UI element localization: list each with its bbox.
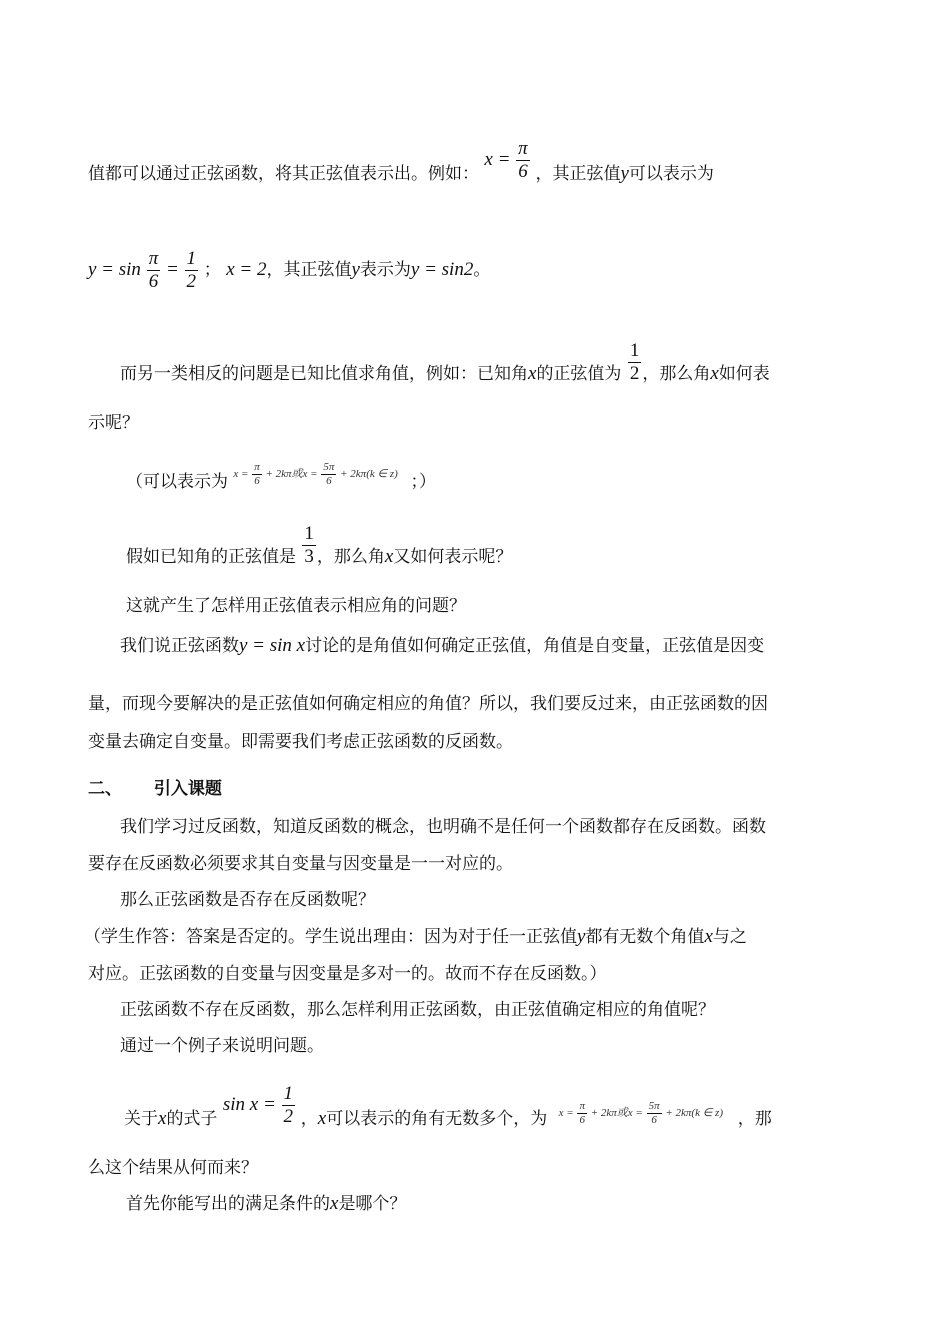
- fraction-one-third: $\frac{1}{3}$: [304, 523, 314, 567]
- variable: x: [384, 546, 394, 567]
- text: 的正弦值为: [536, 364, 622, 384]
- text: ；）: [410, 472, 437, 492]
- para-1-line: [88, 138, 714, 197]
- para-7-line-2: [88, 692, 768, 716]
- para-7-line-3: [88, 730, 513, 754]
- text: 。: [473, 259, 491, 280]
- equation-sin2: y = sin2: [410, 258, 474, 280]
- text: 示呢？: [88, 413, 139, 433]
- variable: x: [528, 363, 537, 384]
- equation-y-sin: y = sin $\frac{\pi}{6}$ = $\frac{1}{2}$: [88, 248, 197, 292]
- text: 首先你能写出的满足条件的: [126, 1194, 330, 1214]
- text: 都有无数个角值: [585, 927, 705, 947]
- text: ，那么角: [642, 364, 711, 384]
- section-heading: [88, 777, 222, 801]
- text: 对应。正弦函数的自变量与因变量是多对一的。故而不存在反函数。）: [88, 964, 607, 984]
- text: 假如已知角的正弦值是: [126, 547, 296, 567]
- para-5-line: [126, 523, 513, 580]
- variable: y: [620, 162, 629, 184]
- para-9-line: [120, 888, 375, 912]
- text: 可以表示的角有无数多个，为: [326, 1108, 548, 1129]
- variable: x: [710, 363, 719, 384]
- text: 表示为: [359, 259, 411, 280]
- text: ，那么角: [316, 547, 385, 567]
- text: 正弦函数不存在反函数，那么怎样利用正弦函数，由正弦值确定相应的角值呢？: [120, 1000, 715, 1020]
- text: 那么正弦函数是否存在反函数呢？: [120, 890, 375, 910]
- variable: y: [351, 258, 360, 280]
- para-7-line: [120, 634, 764, 658]
- text: ，: [300, 1108, 318, 1129]
- text: 这就产生了怎样用正弦值表示相应角的问题？: [126, 596, 466, 616]
- equation-x-2: x = 2: [226, 258, 267, 280]
- para-14-line: [126, 1192, 406, 1216]
- text: 我们说正弦函数: [120, 636, 239, 656]
- text: ，其正弦值: [535, 163, 621, 184]
- text: 通过一个例子来说明问题。: [120, 1036, 324, 1056]
- para-11-line: [120, 998, 715, 1022]
- text: 我们学习过反函数，知道反函数的概念，也明确不是任何一个函数都存在反函数。函数: [120, 817, 766, 837]
- text: 量，而现今要解决的是正弦值如何确定相应的角值？所以，我们要反过来，由正弦函数的因: [88, 694, 768, 714]
- text: （可以表示为: [126, 472, 228, 492]
- para-12-line: [120, 1034, 324, 1058]
- variable: x: [317, 1107, 327, 1129]
- text: 又如何表示呢？: [393, 547, 513, 567]
- fraction-one-half: $\frac{1}{2}$: [629, 340, 640, 384]
- text: 关于: [124, 1108, 158, 1129]
- text: （学生作答：答案是否定的。学生说出理由：因为对于任一正弦值: [84, 927, 577, 947]
- variable: x: [158, 1107, 167, 1129]
- variable: x: [704, 926, 713, 947]
- text: 么这个结果从何而来？: [88, 1158, 258, 1178]
- text: 要存在反函数必须要求其自变量与因变量是一一对应的。: [88, 854, 513, 874]
- equation-sinx-half: sin x = $\frac{1}{2}$: [222, 1083, 294, 1127]
- para-6-line: [126, 594, 466, 618]
- text: 变量去确定自变量。即需要我们考虑正弦函数的反函数。: [88, 732, 513, 752]
- text: ，其正弦值: [266, 259, 352, 280]
- solution-formula: x = π 6 + 2kπ或x = 5π 6 + 2kπ(k ∈ z): [233, 460, 398, 487]
- text: 可以表示为: [628, 163, 714, 184]
- para-2-line: [88, 248, 490, 293]
- para-4-line: [126, 460, 437, 498]
- variable: y: [577, 926, 586, 947]
- para-13-cont: [88, 1156, 258, 1180]
- text: 而另一类相反的问题是已知比值求角值，例如：已知角: [120, 364, 528, 384]
- text: 是哪个？: [338, 1194, 407, 1214]
- para-13-line: [124, 1083, 772, 1142]
- text: ，那: [737, 1108, 772, 1129]
- variable: x: [330, 1193, 339, 1214]
- text: 的式子: [166, 1108, 218, 1129]
- para-3-line: [120, 340, 770, 397]
- text: 如何表: [718, 364, 770, 384]
- equation-x: x = $\frac{\pi}{6}$: [484, 138, 528, 182]
- para-8-line: [120, 815, 766, 839]
- para-3-cont: [88, 411, 139, 435]
- para-10-line-2: [88, 962, 607, 986]
- text: 与之: [712, 927, 747, 947]
- text: 讨论的是角值如何确定正弦值，角值是自变量，正弦值是因变: [305, 636, 765, 656]
- separator: ；: [203, 259, 221, 280]
- para-8-line-2: [88, 852, 513, 876]
- solution-formula: x = π 6 + 2kπ或x = 5π 6 + 2kπ(k ∈ z): [558, 1099, 723, 1126]
- section-title: 引入课题: [153, 779, 222, 799]
- section-number: 二、: [88, 779, 122, 799]
- text: 值都可以通过正弦函数，将其正弦值表示出。例如：: [88, 163, 479, 184]
- para-10-line: [84, 925, 747, 949]
- equation-y-sinx: y = sin x: [239, 635, 306, 656]
